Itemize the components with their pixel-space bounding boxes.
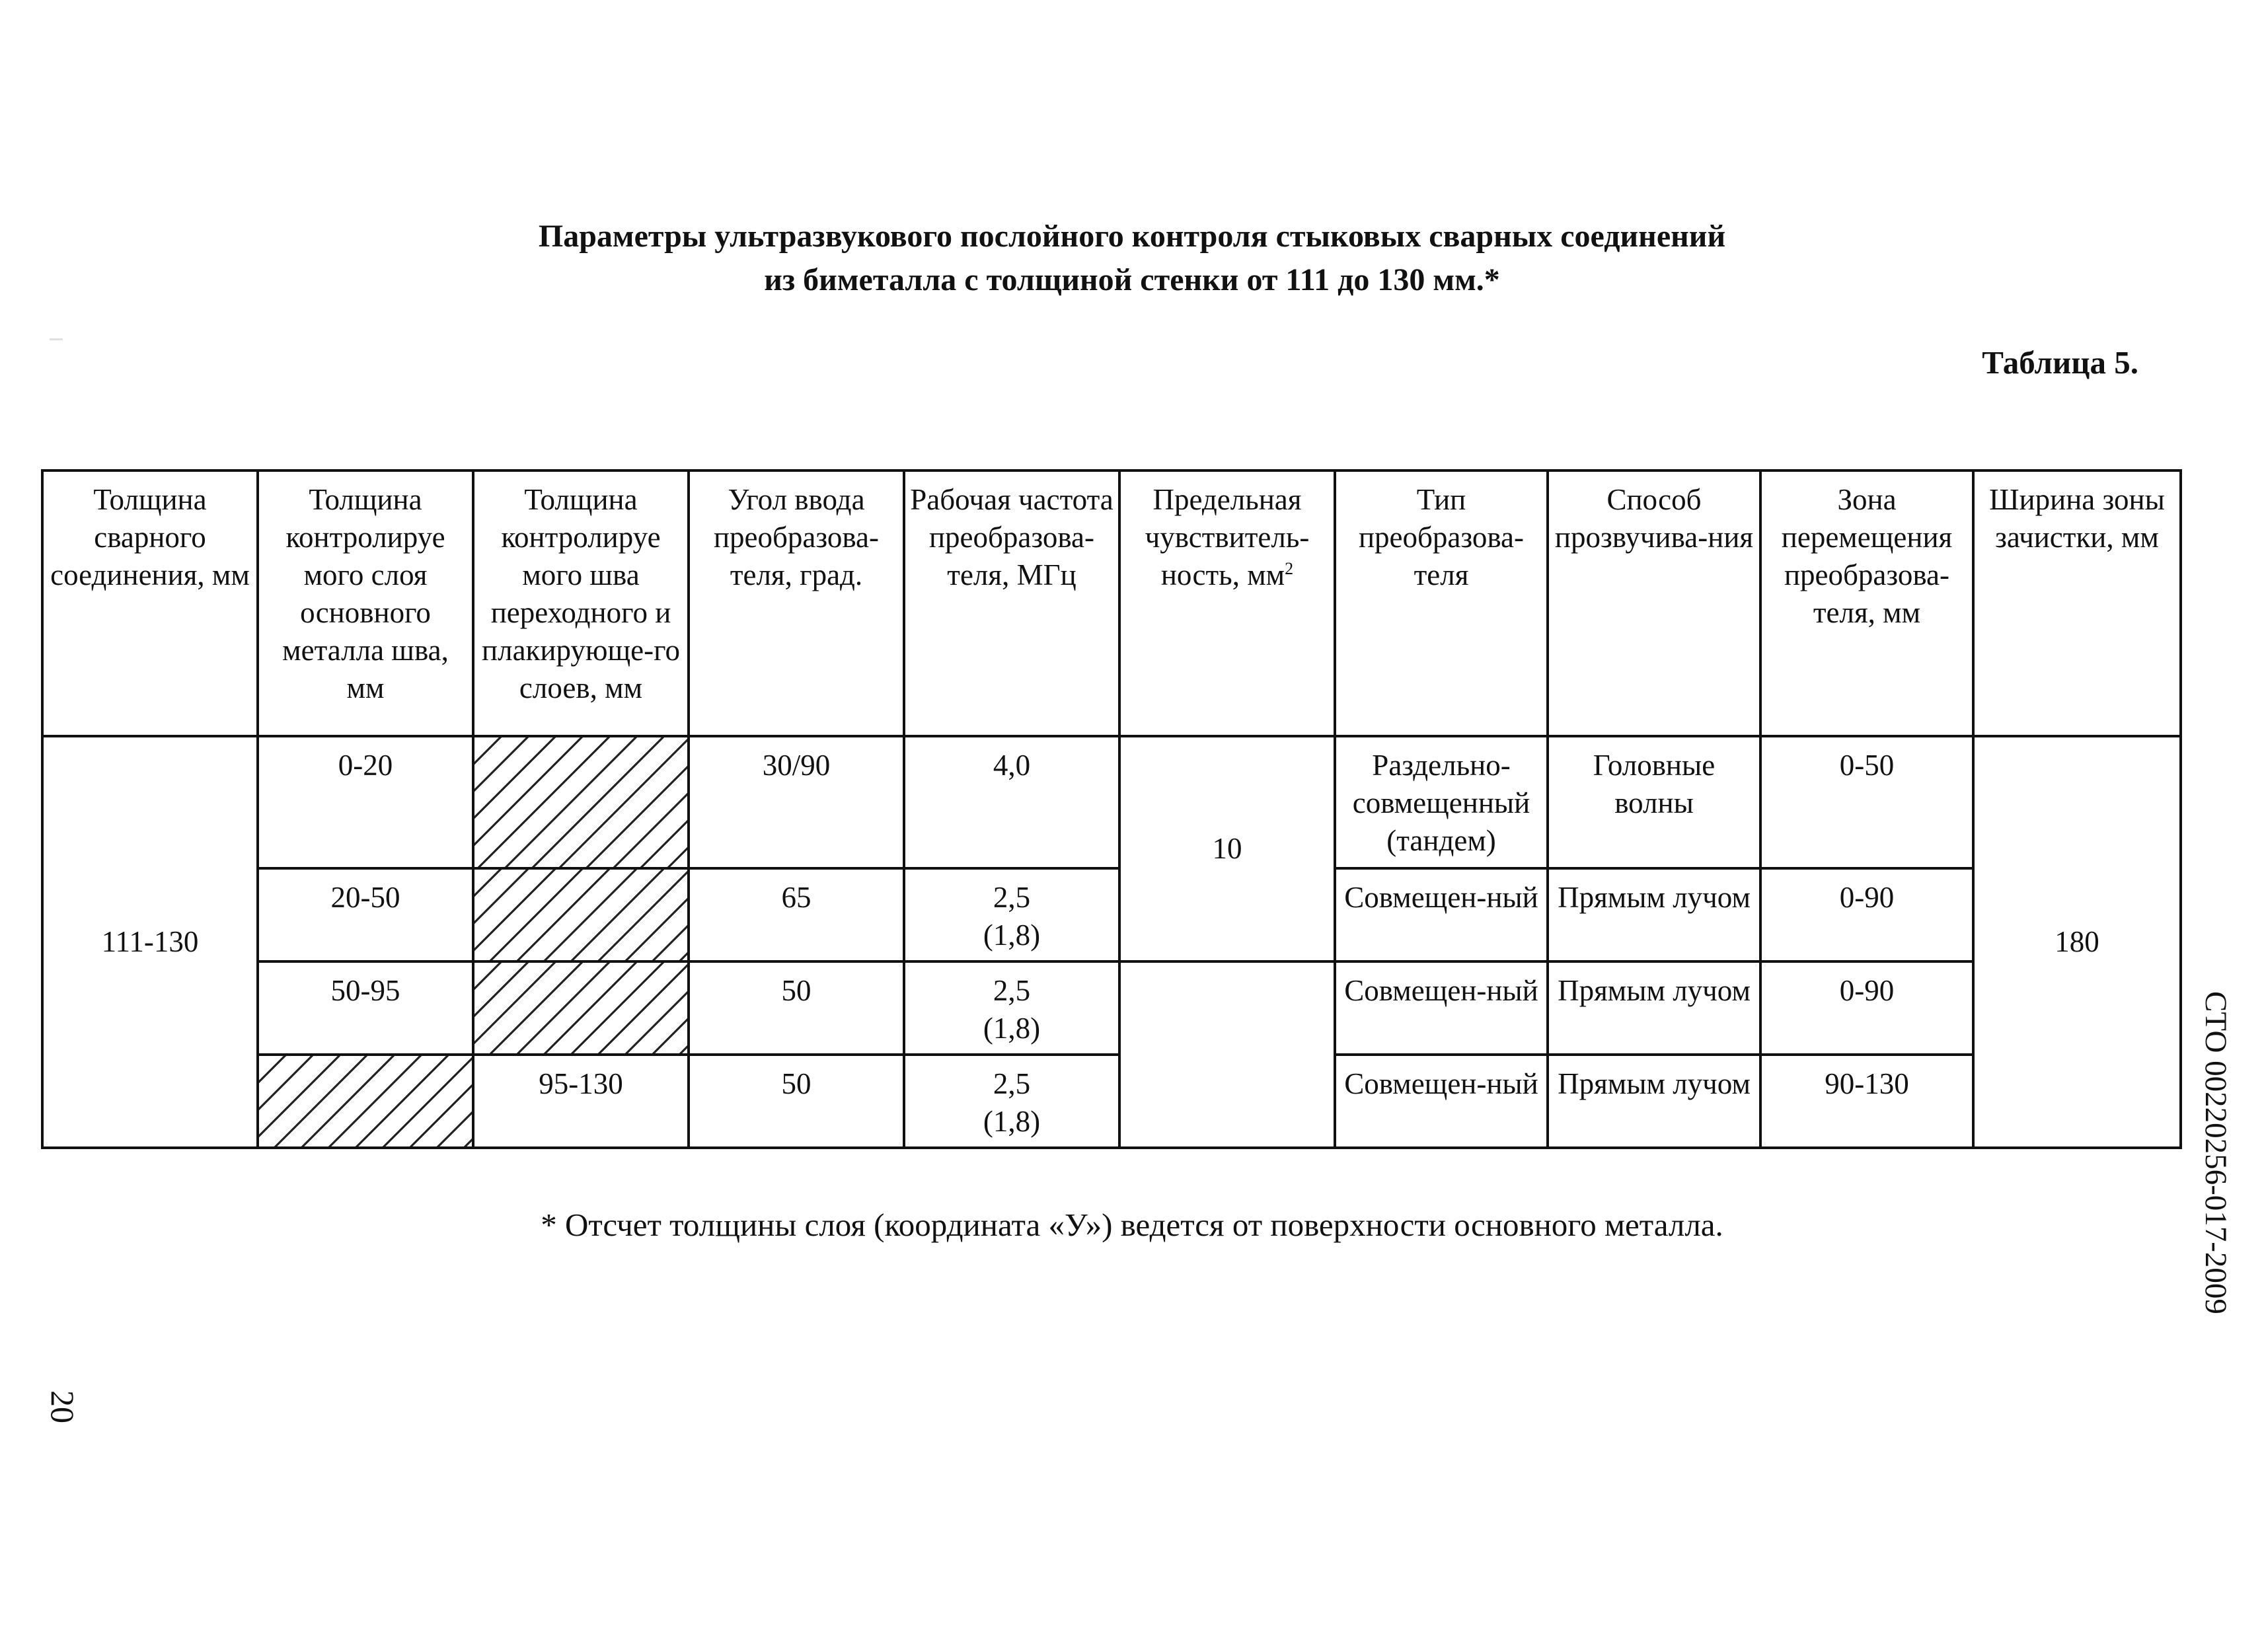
header-sensitivity <box>1119 470 1335 736</box>
cell-angle: 50 <box>689 961 904 1055</box>
header-clad-layer-thickness: Толщина контролируе мого шва переходного и плакирующе-го слоев, мм <box>473 470 689 736</box>
header-cleaning-width: Ширина зоны зачистки, мм <box>1973 470 2181 736</box>
title-line-2: из биметалла с толщиной стенки от 111 до 130 мм.* <box>764 262 1500 297</box>
frequency-value: 2,5 <box>993 1067 1031 1100</box>
cell-sensitivity-continued <box>1119 961 1335 1148</box>
table-row <box>42 961 2181 1055</box>
frequency-value: 2,5 <box>993 881 1031 914</box>
footnote: * Отсчет толщины слоя (координата «У») ведется от поверхности основного металла. <box>541 1207 1723 1243</box>
parameters-table <box>41 469 2182 1149</box>
table-row <box>42 868 2181 961</box>
cell-angle: 30/90 <box>689 736 904 868</box>
cell-joint-thickness: 111-130 <box>42 736 258 1148</box>
cell-transducer-type: Раздельно-совмещенный (тандем) <box>1335 736 1548 868</box>
frequency-alt-value: (1,8) <box>983 1012 1041 1045</box>
page-number: 20 <box>44 1390 81 1423</box>
cell-angle: 65 <box>689 868 904 961</box>
cell-frequency <box>904 868 1119 961</box>
cell-sounding-method: Прямым лучом <box>1548 868 1760 961</box>
cell-movement-zone: 0-50 <box>1760 736 1973 868</box>
cell-frequency <box>904 961 1119 1055</box>
cell-angle: 50 <box>689 1055 904 1148</box>
cell-movement-zone: 0-90 <box>1760 868 1973 961</box>
cell-base-layer: 20-50 <box>258 868 473 961</box>
header-transducer-type: Тип преобразова-теля <box>1335 470 1548 736</box>
header-frequency: Рабочая частота преобразова-теля, МГц <box>904 470 1119 736</box>
cell-transducer-type: Совмещен-ный <box>1335 961 1548 1055</box>
cell-sounding-method: Головные волны <box>1548 736 1760 868</box>
cell-clad-layer: 95-130 <box>473 1055 689 1148</box>
cell-base-layer: 50-95 <box>258 961 473 1055</box>
cell-transducer-type: Совмещен-ный <box>1335 868 1548 961</box>
cell-hatched <box>258 1055 473 1148</box>
cell-cleaning-width: 180 <box>1973 736 2181 1148</box>
cell-sensitivity: 10 <box>1119 736 1335 961</box>
cell-frequency <box>904 1055 1119 1148</box>
table-row <box>42 736 2181 868</box>
header-row <box>42 470 2181 736</box>
cell-sounding-method: Прямым лучом <box>1548 1055 1760 1148</box>
frequency-value: 2,5 <box>993 974 1031 1007</box>
cell-sounding-method: Прямым лучом <box>1548 961 1760 1055</box>
header-base-layer-thickness: Толщина контролируе мого слоя основного металла шва, мм <box>258 470 473 736</box>
document-code: СТО 00220256-017-2009 <box>2199 991 2233 1314</box>
cell-movement-zone: 0-90 <box>1760 961 1973 1055</box>
title-line-1: Параметры ультразвукового послойного контроля стыковых сварных соединений <box>538 219 1726 254</box>
frequency-alt-value: (1,8) <box>983 1105 1041 1138</box>
header-sounding-method: Способ прозвучива-ния <box>1548 470 1760 736</box>
cell-hatched <box>473 736 689 868</box>
header-sensitivity-superscript: 2 <box>1285 559 1294 578</box>
header-movement-zone: Зона перемещения преобразова-теля, мм <box>1760 470 1973 736</box>
frequency-alt-value: (1,8) <box>983 919 1041 952</box>
document-title <box>0 215 2264 302</box>
header-entry-angle: Угол ввода преобразова-теля, град. <box>689 470 904 736</box>
cell-frequency: 4,0 <box>904 736 1119 868</box>
scan-artifact <box>50 338 63 340</box>
table-label: Таблица 5. <box>1982 344 2138 381</box>
cell-hatched <box>473 868 689 961</box>
table-row <box>42 1055 2181 1148</box>
header-joint-thickness: Толщина сварного соединения, мм <box>42 470 258 736</box>
cell-hatched <box>473 961 689 1055</box>
cell-base-layer: 0-20 <box>258 736 473 868</box>
cell-transducer-type: Совмещен-ный <box>1335 1055 1548 1148</box>
cell-movement-zone: 90-130 <box>1760 1055 1973 1148</box>
header-sensitivity-text: Предельная чувствитель-ность, мм <box>1145 483 1310 591</box>
